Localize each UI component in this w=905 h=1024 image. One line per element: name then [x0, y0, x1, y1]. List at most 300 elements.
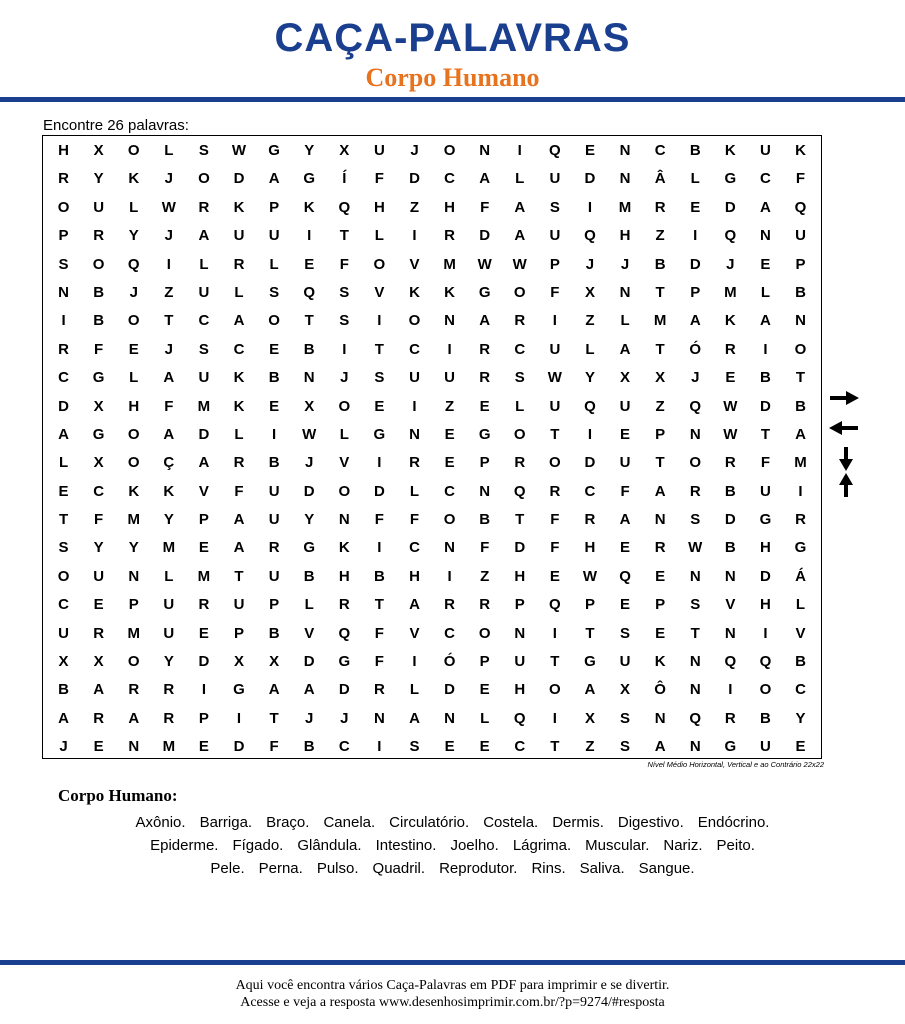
- grid-cell: B: [303, 738, 315, 756]
- grid-cell: O: [549, 681, 561, 699]
- grid-cell: N: [338, 511, 350, 529]
- grid-cell: N: [128, 567, 140, 585]
- grid-cell: Q: [127, 255, 140, 273]
- grid-cell: T: [374, 340, 384, 358]
- grid-cell: R: [93, 227, 105, 245]
- word-list-item: Muscular.: [585, 837, 650, 854]
- grid-cell: J: [59, 738, 68, 756]
- grid-row: [46, 591, 818, 619]
- grid-cell: F: [620, 482, 630, 500]
- grid-cell: J: [164, 170, 173, 188]
- grid-cell: U: [549, 340, 561, 358]
- grid-cell: P: [690, 283, 701, 301]
- grid-cell: I: [763, 340, 768, 358]
- grid-cell: T: [58, 511, 69, 529]
- grid-cell: O: [513, 283, 526, 301]
- grid-cell: K: [128, 482, 140, 500]
- grid-cell: T: [690, 624, 700, 642]
- grid-cell: U: [549, 227, 561, 245]
- grid-cell: C: [760, 170, 771, 188]
- grid-cell: I: [236, 709, 242, 727]
- grid-cell: I: [447, 567, 452, 585]
- word-list-item: Nariz.: [663, 837, 703, 854]
- grid-cell: N: [689, 738, 701, 756]
- grid-cell: X: [304, 397, 315, 415]
- grid-cell: L: [620, 312, 630, 330]
- grid-cell: E: [620, 425, 631, 443]
- grid-cell: F: [164, 397, 174, 415]
- grid-cell: E: [444, 425, 455, 443]
- grid-row: [46, 534, 818, 562]
- footer-line-2: Acesse e veja a resposta www.desenhosimprimir.com.br/?p=9274/#resposta: [240, 995, 665, 1010]
- grid-cell: T: [374, 596, 384, 614]
- word-list-item: Quadril.: [372, 860, 426, 877]
- word-list-item: Epiderme.: [150, 837, 219, 854]
- grid-cell: E: [479, 738, 490, 756]
- grid-cell: U: [795, 227, 806, 245]
- grid-cell: G: [92, 369, 105, 387]
- grid-cell: C: [58, 369, 69, 387]
- grid-cell: N: [128, 738, 140, 756]
- grid-cell: V: [374, 283, 385, 301]
- grid-cell: W: [723, 425, 738, 443]
- grid-cell: F: [550, 511, 560, 529]
- grid-cell: Y: [93, 170, 104, 188]
- grid-cell: F: [550, 283, 560, 301]
- grid-cell: W: [547, 369, 562, 387]
- grid-cell: K: [128, 170, 140, 188]
- grid-cell: Q: [794, 198, 807, 216]
- grid-cell: T: [795, 369, 806, 387]
- grid-cell: K: [338, 539, 350, 557]
- grid-cell: Ó: [689, 340, 702, 358]
- grid-cell: Y: [795, 709, 806, 727]
- grid-cell: V: [409, 255, 420, 273]
- grid-cell: X: [93, 454, 104, 472]
- grid-cell: S: [620, 624, 631, 642]
- grid-cell: S: [198, 142, 209, 159]
- grid-cell: G: [92, 425, 105, 443]
- grid-cell: N: [689, 425, 701, 443]
- grid-cell: A: [409, 596, 420, 614]
- grid-cell: J: [129, 283, 138, 301]
- grid-cell: A: [303, 681, 315, 699]
- grid-cell: X: [269, 653, 280, 671]
- grid-row: [46, 705, 818, 733]
- grid-cell: T: [515, 511, 525, 529]
- grid-cell: N: [444, 709, 455, 727]
- grid-cell: Q: [689, 397, 702, 415]
- grid-row: [46, 421, 818, 449]
- grid-cell: A: [584, 681, 596, 699]
- grid-cell: T: [655, 283, 665, 301]
- grid-cell: R: [233, 255, 245, 273]
- grid-cell: L: [760, 283, 770, 301]
- grid-cell: R: [479, 340, 491, 358]
- grid-row: [46, 336, 818, 364]
- grid-cell: D: [233, 738, 245, 756]
- grid-cell: U: [198, 369, 210, 387]
- grid-cell: T: [339, 227, 349, 245]
- grid-cell: X: [655, 369, 666, 387]
- grid-cell: A: [58, 425, 69, 443]
- grid-cell: T: [550, 738, 560, 756]
- grid-cell: A: [760, 312, 771, 330]
- grid-cell: N: [619, 170, 631, 188]
- grid-row: [46, 676, 818, 704]
- grid-cell: P: [584, 596, 595, 614]
- grid-cell: B: [268, 369, 280, 387]
- grid-cell: A: [163, 425, 175, 443]
- grid-cell: K: [444, 283, 455, 301]
- grid-cell: N: [514, 624, 526, 642]
- grid-cell: E: [58, 482, 69, 500]
- grid-cell: O: [127, 312, 140, 330]
- grid-cell: T: [585, 624, 595, 642]
- grid-cell: A: [233, 539, 245, 557]
- grid-cell: N: [689, 681, 701, 699]
- grid-cell: U: [163, 596, 175, 614]
- grid-cell: K: [724, 312, 736, 330]
- grid-cell: L: [480, 709, 490, 727]
- grid-cell: W: [688, 539, 703, 557]
- grid-cell: T: [164, 312, 174, 330]
- grid-cell: I: [412, 397, 417, 415]
- grid-cell: E: [198, 738, 209, 756]
- grid-cell: O: [443, 142, 456, 159]
- word-list-item: Braço.: [266, 814, 310, 831]
- grid-cell: L: [515, 170, 525, 188]
- grid-cell: E: [128, 340, 139, 358]
- grid-cell: Y: [128, 539, 139, 557]
- grid-cell: C: [795, 681, 806, 699]
- grid-cell: E: [760, 255, 771, 273]
- grid-cell: B: [724, 482, 736, 500]
- grid-cell: R: [93, 624, 105, 642]
- grid-cell: C: [444, 170, 455, 188]
- grid-cell: L: [795, 596, 806, 614]
- grid-cell: N: [795, 312, 806, 330]
- grid-cell: U: [409, 369, 420, 387]
- grid-cell: B: [689, 142, 701, 159]
- grid-cell: L: [409, 681, 420, 699]
- grid-cell: F: [94, 340, 104, 358]
- grid-cell: P: [128, 596, 139, 614]
- grid-cell: I: [798, 482, 803, 500]
- grid-cell: X: [339, 142, 350, 159]
- grid-cell: U: [760, 142, 771, 159]
- grid-cell: A: [268, 170, 280, 188]
- grid-cell: U: [93, 567, 105, 585]
- grid-cell: D: [689, 255, 701, 273]
- grid-cell: W: [723, 397, 738, 415]
- grid-cell: X: [620, 369, 631, 387]
- grid-cell: I: [61, 312, 66, 330]
- grid-cell: U: [163, 624, 175, 642]
- grid-cell: D: [760, 567, 771, 585]
- grid-cell: A: [795, 425, 806, 443]
- grid-cell: R: [93, 709, 105, 727]
- grid-cell: O: [57, 198, 70, 216]
- grid-cell: Q: [689, 709, 702, 727]
- grid-cell: N: [373, 709, 385, 727]
- grid-cell: U: [549, 397, 561, 415]
- grid-cell: L: [585, 340, 595, 358]
- arrow-down-icon: [838, 446, 854, 472]
- grid-row: [46, 620, 818, 648]
- grid-cell: L: [269, 255, 279, 273]
- grid-cell: Q: [724, 653, 737, 671]
- grid-cell: Y: [163, 653, 174, 671]
- grid-cell: F: [374, 624, 384, 642]
- footer-line-1: Aqui você encontra vários Caça-Palavras em PDF para imprimir e se divertir.: [235, 978, 670, 993]
- grid-cell: I: [342, 340, 347, 358]
- grid-cell: B: [479, 511, 491, 529]
- grid-cell: J: [305, 709, 314, 727]
- grid-cell: G: [794, 539, 807, 557]
- grid-cell: E: [479, 681, 490, 699]
- grid-cell: D: [409, 170, 420, 188]
- word-list-item: Saliva.: [579, 860, 625, 877]
- word-list-line: [0, 857, 905, 880]
- grid-cell: I: [552, 709, 557, 727]
- grid-cell: C: [444, 624, 455, 642]
- grid-cell: C: [444, 482, 455, 500]
- grid-cell: O: [198, 170, 210, 188]
- grid-cell: F: [760, 454, 770, 472]
- arrow-right-icon: [828, 390, 860, 406]
- grid-cell: I: [377, 738, 382, 756]
- grid-row: [46, 563, 818, 591]
- grid-cell: Y: [163, 511, 174, 529]
- grid-cell: R: [128, 681, 140, 699]
- grid-cell: O: [127, 454, 140, 472]
- word-list-item: Peito.: [716, 837, 755, 854]
- grid-cell: N: [479, 482, 491, 500]
- grid-cell: R: [724, 340, 736, 358]
- grid-cell: K: [233, 397, 245, 415]
- grid-cell: O: [549, 454, 561, 472]
- grid-cell: M: [443, 255, 456, 273]
- grid-cell: S: [374, 369, 385, 387]
- grid-cell: D: [584, 454, 596, 472]
- grid-cell: F: [550, 539, 560, 557]
- word-list-title: Corpo Humano:: [58, 786, 178, 805]
- grid-cell: W: [231, 142, 247, 159]
- word-list-item: Perna.: [258, 860, 303, 877]
- grid-cell: A: [619, 511, 631, 529]
- grid-cell: D: [584, 170, 596, 188]
- grid-cell: A: [198, 227, 210, 245]
- grid-cell: Z: [655, 397, 665, 415]
- footer: [0, 977, 905, 1011]
- grid-cell: Y: [304, 142, 315, 159]
- grid-cell: X: [234, 653, 245, 671]
- grid-cell: J: [164, 227, 173, 245]
- grid-cell: R: [198, 596, 210, 614]
- grid-cell: B: [795, 283, 806, 301]
- grid-cell: I: [377, 454, 382, 472]
- grid-cell: R: [795, 511, 806, 529]
- grid-cell: D: [760, 397, 771, 415]
- grid-cell: I: [412, 653, 417, 671]
- grid-cell: T: [550, 653, 560, 671]
- grid-cell: E: [93, 596, 104, 614]
- grid-cell: S: [409, 738, 420, 756]
- grid-cell: D: [444, 681, 455, 699]
- grid-cell: R: [338, 596, 350, 614]
- word-list-item: Dermis.: [552, 814, 604, 831]
- grid-cell: Z: [164, 283, 174, 301]
- grid-cell: R: [479, 369, 491, 387]
- grid-cell: P: [479, 653, 490, 671]
- word-list-item: Sangue.: [638, 860, 695, 877]
- grid-cell: E: [444, 738, 455, 756]
- grid-cell: R: [163, 681, 175, 699]
- grid-cell: K: [163, 482, 175, 500]
- grid-cell: U: [268, 567, 280, 585]
- grid-cell: P: [269, 198, 280, 216]
- grid-cell: D: [724, 198, 736, 216]
- grid-cell: P: [795, 255, 806, 273]
- grid-cell: U: [619, 454, 631, 472]
- grid-row: [46, 478, 818, 506]
- grid-cell: A: [514, 227, 526, 245]
- grid-cell: O: [794, 340, 807, 358]
- grid-cell: A: [58, 709, 69, 727]
- page-subtitle: Corpo Humano: [365, 63, 540, 92]
- grid-cell: G: [724, 170, 737, 188]
- grid-cell: T: [234, 567, 244, 585]
- grid-cell: I: [587, 198, 593, 216]
- word-list-item: Barriga.: [199, 814, 253, 831]
- grid-cell: G: [303, 539, 316, 557]
- grid-cell: O: [759, 681, 772, 699]
- grid-cell: J: [340, 709, 349, 727]
- grid-cell: F: [94, 511, 104, 529]
- grid-cell: R: [689, 482, 701, 500]
- grid-cell: B: [93, 283, 105, 301]
- grid-cell: L: [374, 227, 384, 245]
- grid-cell: D: [198, 425, 210, 443]
- grid-cell: D: [58, 397, 69, 415]
- word-list-item: Canela.: [323, 814, 376, 831]
- grid-cell: R: [409, 454, 420, 472]
- word-list-line: [0, 811, 905, 834]
- grid-cell: U: [619, 397, 631, 415]
- grid-cell: E: [269, 340, 280, 358]
- grid-cell: M: [162, 539, 176, 557]
- grid-cell: Q: [549, 596, 561, 614]
- grid-cell: I: [412, 227, 417, 245]
- grid-cell: I: [447, 340, 452, 358]
- grid-cell: Í: [342, 170, 347, 188]
- grid-cell: B: [654, 255, 666, 273]
- grid-cell: J: [585, 255, 595, 273]
- grid-cell: H: [373, 198, 385, 216]
- grid-cell: Q: [513, 482, 526, 500]
- grid-cell: O: [513, 425, 526, 443]
- grid-cell: U: [58, 624, 69, 642]
- grid-cell: E: [269, 397, 280, 415]
- grid-cell: P: [198, 511, 209, 529]
- grid-cell: X: [93, 397, 104, 415]
- grid-cell: L: [409, 482, 420, 500]
- grid-cell: Ó: [443, 653, 456, 671]
- grid-cell: C: [58, 596, 69, 614]
- grid-cell: N: [654, 511, 666, 529]
- grid-cell: B: [268, 624, 280, 642]
- grid-cell: R: [654, 539, 666, 557]
- grid-cell: I: [552, 624, 557, 642]
- grid-cell: I: [693, 227, 698, 245]
- grid-cell: P: [549, 255, 560, 273]
- page-title: CAÇA-PALAVRAS: [274, 16, 631, 60]
- grid-cell: L: [58, 454, 69, 472]
- grid-cell: J: [691, 369, 700, 387]
- grid-cell: U: [93, 198, 105, 216]
- grid-cell: E: [479, 397, 490, 415]
- grid-cell: E: [444, 454, 455, 472]
- grid-cell: N: [444, 312, 455, 330]
- grid-cell: Y: [304, 511, 315, 529]
- grid-cell: K: [724, 142, 736, 159]
- word-list-item: Digestivo.: [617, 814, 684, 831]
- grid-cell: U: [549, 170, 561, 188]
- grid-cell: B: [760, 709, 771, 727]
- grid-cell: Z: [585, 738, 595, 756]
- grid-cell: D: [233, 170, 245, 188]
- grid-cell: O: [127, 653, 140, 671]
- grid-cell: L: [234, 425, 244, 443]
- grid-cell: P: [58, 227, 69, 245]
- grid-cell: E: [690, 198, 701, 216]
- grid-row: [46, 506, 818, 534]
- grid-cell: M: [794, 454, 807, 472]
- grid-cell: O: [92, 255, 105, 273]
- grid-cell: T: [304, 312, 314, 330]
- grid-cell: M: [197, 397, 211, 415]
- grid-cell: U: [760, 738, 771, 756]
- grid-cell: P: [234, 624, 245, 642]
- grid-cell: A: [233, 511, 245, 529]
- grid-cell: C: [233, 340, 245, 358]
- grid-cell: J: [164, 340, 173, 358]
- grid-cell: G: [478, 425, 491, 443]
- grid-cell: M: [724, 283, 737, 301]
- grid-cell: U: [268, 511, 280, 529]
- grid-cell: O: [408, 312, 421, 330]
- grid-cell: E: [620, 596, 631, 614]
- grid-cell: N: [760, 227, 771, 245]
- grid-cell: B: [724, 539, 736, 557]
- grid-cell: Q: [513, 709, 526, 727]
- grid-cell: F: [795, 170, 806, 188]
- word-list-item: Pulso.: [316, 860, 359, 877]
- grid-cell: R: [549, 482, 561, 500]
- grid-row: [46, 648, 818, 676]
- grid-cell: Q: [338, 198, 351, 216]
- grid-row: [46, 279, 818, 307]
- grid-cell: G: [584, 653, 596, 671]
- grid-cell: H: [338, 567, 350, 585]
- grid-cell: S: [620, 709, 631, 727]
- grid-cell: E: [549, 567, 560, 585]
- grid-cell: X: [584, 709, 595, 727]
- arrow-left-icon: [828, 420, 860, 436]
- grid-cell: A: [93, 681, 105, 699]
- grid-cell: Q: [338, 624, 351, 642]
